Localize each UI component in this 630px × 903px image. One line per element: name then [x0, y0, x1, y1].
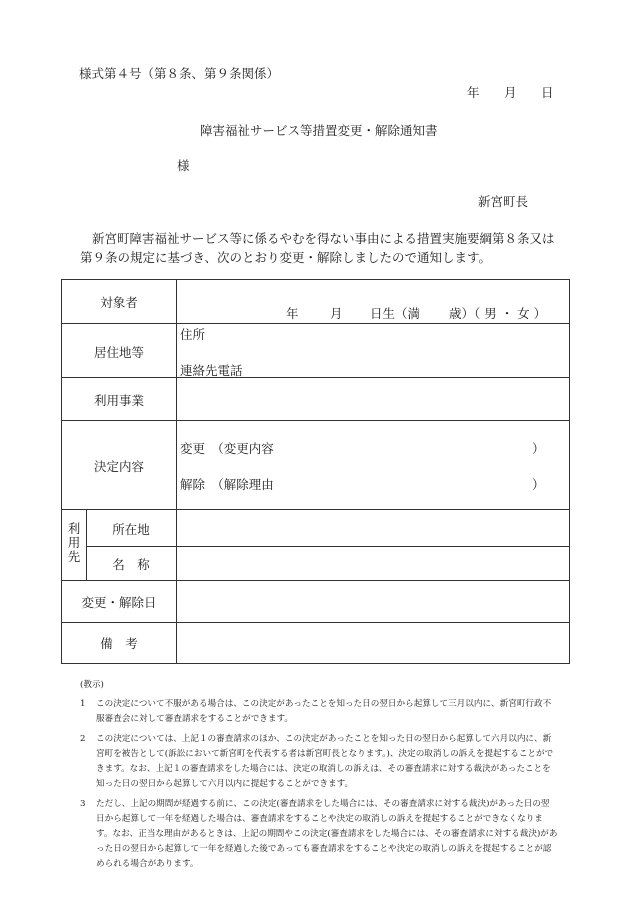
- change-date-label: 変更・解除日: [81, 595, 157, 610]
- birth-age-gender: 歳）（ 男 ・ 女 ）: [449, 306, 547, 321]
- provider-group-char-3: 先: [67, 549, 81, 564]
- intro-paragraph: 新宮町障害福祉サービス等に係るやむを得ない事由による措置実施要綱第８条又は第９条の規定に基づき、次のとおり変更・解除しましたので通知します。: [80, 231, 555, 265]
- provider-group-char-2: 用: [67, 535, 81, 550]
- date-day: 日: [541, 85, 554, 100]
- change-paren-close: ）: [532, 441, 545, 456]
- phone-label: 連絡先電話: [180, 363, 243, 378]
- instruction-text: この決定について不服がある場合は、この決定があったことを知った日の翌日から起算して三月以内に、新宮町行政不服審査会に対して審査請求をすることができます。: [96, 699, 552, 724]
- residence-label: 居住地等: [93, 345, 144, 360]
- birth-month: 月: [330, 306, 343, 321]
- provider-group-char-1: 利: [67, 521, 81, 536]
- notice-table: [61, 279, 570, 664]
- instruction-number: 1: [80, 699, 86, 709]
- issuer-name: 新宮町長: [478, 194, 529, 209]
- service-label: 利用事業: [93, 393, 144, 408]
- document-title: 障害福祉サービス等措置変更・解除通知書: [200, 123, 438, 138]
- change-line: 変更 （変更内容: [180, 441, 274, 456]
- form-number: 様式第４号（第８条、第９条関係）: [79, 66, 280, 81]
- instructions-heading: (教示): [80, 680, 104, 690]
- instruction-item: [80, 732, 558, 792]
- provider-name-label: 名 称: [112, 557, 150, 572]
- decision-label: 決定内容: [93, 459, 144, 474]
- instruction-number: 3: [80, 799, 86, 809]
- cancel-line: 解除 （解除理由: [180, 477, 274, 492]
- date-month: 月: [504, 85, 517, 100]
- birth-day: 日生（満: [370, 306, 421, 321]
- remarks-label: 備 考: [100, 636, 138, 651]
- instruction-text: ただし、上記の期間が経過する前に、この決定(審査請求をした場合には、その審査請求に対する裁決)があった日の翌日から起算して一年を経過した場合は、審査請求をすることや決定の取消しの訴えを提起することができなくなります。なお、正当な理由があるときは、上記の期間やこの決定(審査請求をした場合には、その審査請求に対する裁決)があった日の翌日から起算して一年を経過した後であっても審査請求をすることや決定の取消しの訴えを提起することが認められる場合があります。: [96, 799, 558, 869]
- date-year: 年: [467, 85, 480, 100]
- instruction-item: [80, 697, 558, 727]
- instruction-item: [80, 797, 558, 872]
- instructions-section: [80, 678, 558, 877]
- cancel-paren-close: ）: [532, 477, 545, 492]
- addressee-suffix: 様: [177, 158, 190, 173]
- location-label: 所在地: [112, 522, 150, 537]
- instruction-text: この決定については、上記１の審査請求のほか、この決定があったことを知った日の翌日から起算して六月以内に、新宮町を被告として(訴訟において新宮町を代表する者は新宮町長となります。)、決定の取消しの訴えを提起することができます。なお、上記１の審査請求をした場合には、決定の取消しの訴えは、その審査請求に対する裁決があったことを知った日の翌日から起算して六月以内に提起することができます。: [96, 734, 554, 789]
- address-label: 住所: [180, 327, 206, 342]
- instruction-number: 2: [80, 734, 86, 744]
- birth-year: 年: [286, 306, 299, 321]
- subject-label: 対象者: [100, 295, 138, 310]
